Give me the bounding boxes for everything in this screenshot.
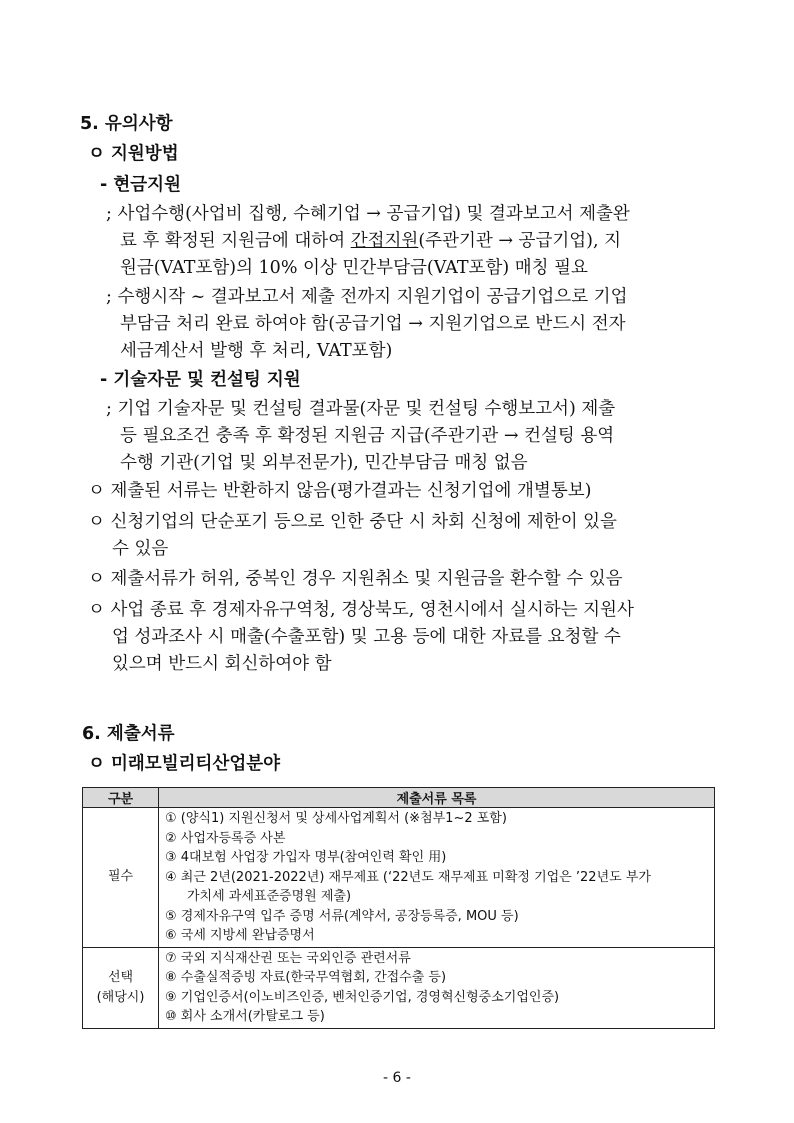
section-5-title: 5. 유의사항 — [80, 114, 173, 134]
optional-label-line-2: (해당시) — [96, 989, 145, 1005]
consult-bullet-line-1: ; 기업 기술자문 및 컨설팅 결과물(자문 및 컨설팅 수행보고서) 제출 — [106, 399, 616, 419]
consult-bullet-line-2: 등 필요조건 충족 후 확정된 지원금 지급(주관기관 → 컨설팅 용역 — [120, 426, 615, 446]
list-item: ② 사업자등록증 사본 — [165, 830, 286, 846]
required-items — [159, 808, 715, 948]
table-row — [83, 808, 715, 948]
cash-bullet-1-line-2b: (주관기관 → 공급기업), 지 — [418, 231, 622, 251]
indirect-support-term: 간접지원 — [350, 231, 419, 251]
optional-label-line-1: 선택 — [107, 969, 134, 985]
cash-bullet-2-line-2: 부담금 처리 완료 하여야 함(공급기업 → 지원기업으로 반드시 전자 — [120, 314, 626, 334]
mobility-industry-heading: ㅇ 미래모빌리티산업분야 — [88, 754, 281, 774]
list-item: ③ 4대보험 사업장 가입자 명부(참여인력 확인 用) — [165, 850, 447, 865]
list-item-continuation: 가치세 과세표준증명원 제출) — [187, 889, 352, 904]
cash-bullet-1-line-2a: 료 후 확정된 지원금에 대하여 — [120, 231, 351, 251]
note-4-line-3: 있으며 반드시 회신하여야 함 — [112, 654, 332, 674]
list-item: ⑤ 경제자유구역 입주 증명 서류(계약서, 공장등록증, MOU 등) — [165, 908, 519, 924]
cash-bullet-1-line-1: ; 사업수행(사업비 집행, 수혜기업 → 공급기업) 및 결과보고서 제출완 — [106, 204, 630, 224]
list-item: ⑧ 수출실적증빙 자료(한국무역협회, 간접수출 등) — [165, 970, 447, 985]
note-4-line-2: 업 성과조사 시 매출(수출포함) 및 고용 등에 대한 자료를 요청할 수 — [112, 627, 621, 647]
header-category: 구분 — [83, 788, 159, 808]
cash-bullet-2-line-3: 세금계산서 발행 후 처리, VAT포함) — [120, 341, 393, 361]
note-4-line-1: ㅇ 사업 종료 후 경제자유구역청, 경상북도, 영천시에서 실시하는 지원사 — [88, 600, 634, 620]
list-item: ⑩ 회사 소개서(카탈로그 등) — [165, 1009, 325, 1024]
optional-items — [159, 947, 715, 1028]
cash-bullet-1-line-2 — [120, 229, 718, 253]
consult-bullet-line-3: 수행 기관(기업 및 외부전문가), 민간부담금 매칭 없음 — [120, 453, 528, 473]
note-3: ㅇ 제출서류가 허위, 중복인 경우 지원취소 및 지원금을 환수할 수 있음 — [88, 569, 623, 589]
table-row — [83, 947, 715, 1028]
header-documents: 제출서류 목록 — [159, 788, 715, 808]
required-label: 필수 — [83, 808, 159, 948]
note-2-line-2: 수 있음 — [112, 539, 169, 559]
optional-label — [83, 947, 159, 1028]
documents-table — [82, 787, 715, 1029]
list-item: ① (양식1) 지원신청서 및 상세사업계획서 (※첨부1~2 포함) — [165, 811, 507, 826]
list-item: ④ 최근 2년(2021-2022년) 재무제표 (‘22년도 재무제표 미확정 기업은 ’22년도 부가 — [165, 869, 651, 885]
note-1: ㅇ 제출된 서류는 반환하지 않음(평가결과는 신청기업에 개별통보) — [88, 481, 592, 501]
cash-support-heading: - 현금지원 — [100, 175, 181, 195]
cash-bullet-1-line-3: 원금(VAT포함)의 10% 이상 민간부담금(VAT포함) 매칭 필요 — [120, 258, 588, 278]
page-number: - 6 - — [383, 1070, 411, 1086]
section-6-title: 6. 제출서류 — [82, 724, 175, 744]
cash-bullet-2-line-1: ; 수행시작 ~ 결과보고서 제출 전까지 지원기업이 공급기업으로 기업 — [106, 287, 628, 307]
list-item: ⑨ 기업인증서(이노비즈인증, 벤처인증기업, 경영혁신형중소기업인증) — [165, 989, 560, 1005]
consulting-support-heading: - 기술자문 및 컨설팅 지원 — [100, 370, 301, 390]
support-method-heading: ㅇ 지원방법 — [88, 144, 179, 164]
note-2-line-1: ㅇ 신청기업의 단순포기 등으로 인한 중단 시 차회 신청에 제한이 있을 — [88, 512, 617, 532]
table-header-row — [83, 788, 715, 808]
list-item: ⑦ 국외 지식재산권 또는 국외인증 관련서류 — [165, 950, 411, 966]
list-item: ⑥ 국세 지방세 완납증명서 — [165, 928, 315, 943]
